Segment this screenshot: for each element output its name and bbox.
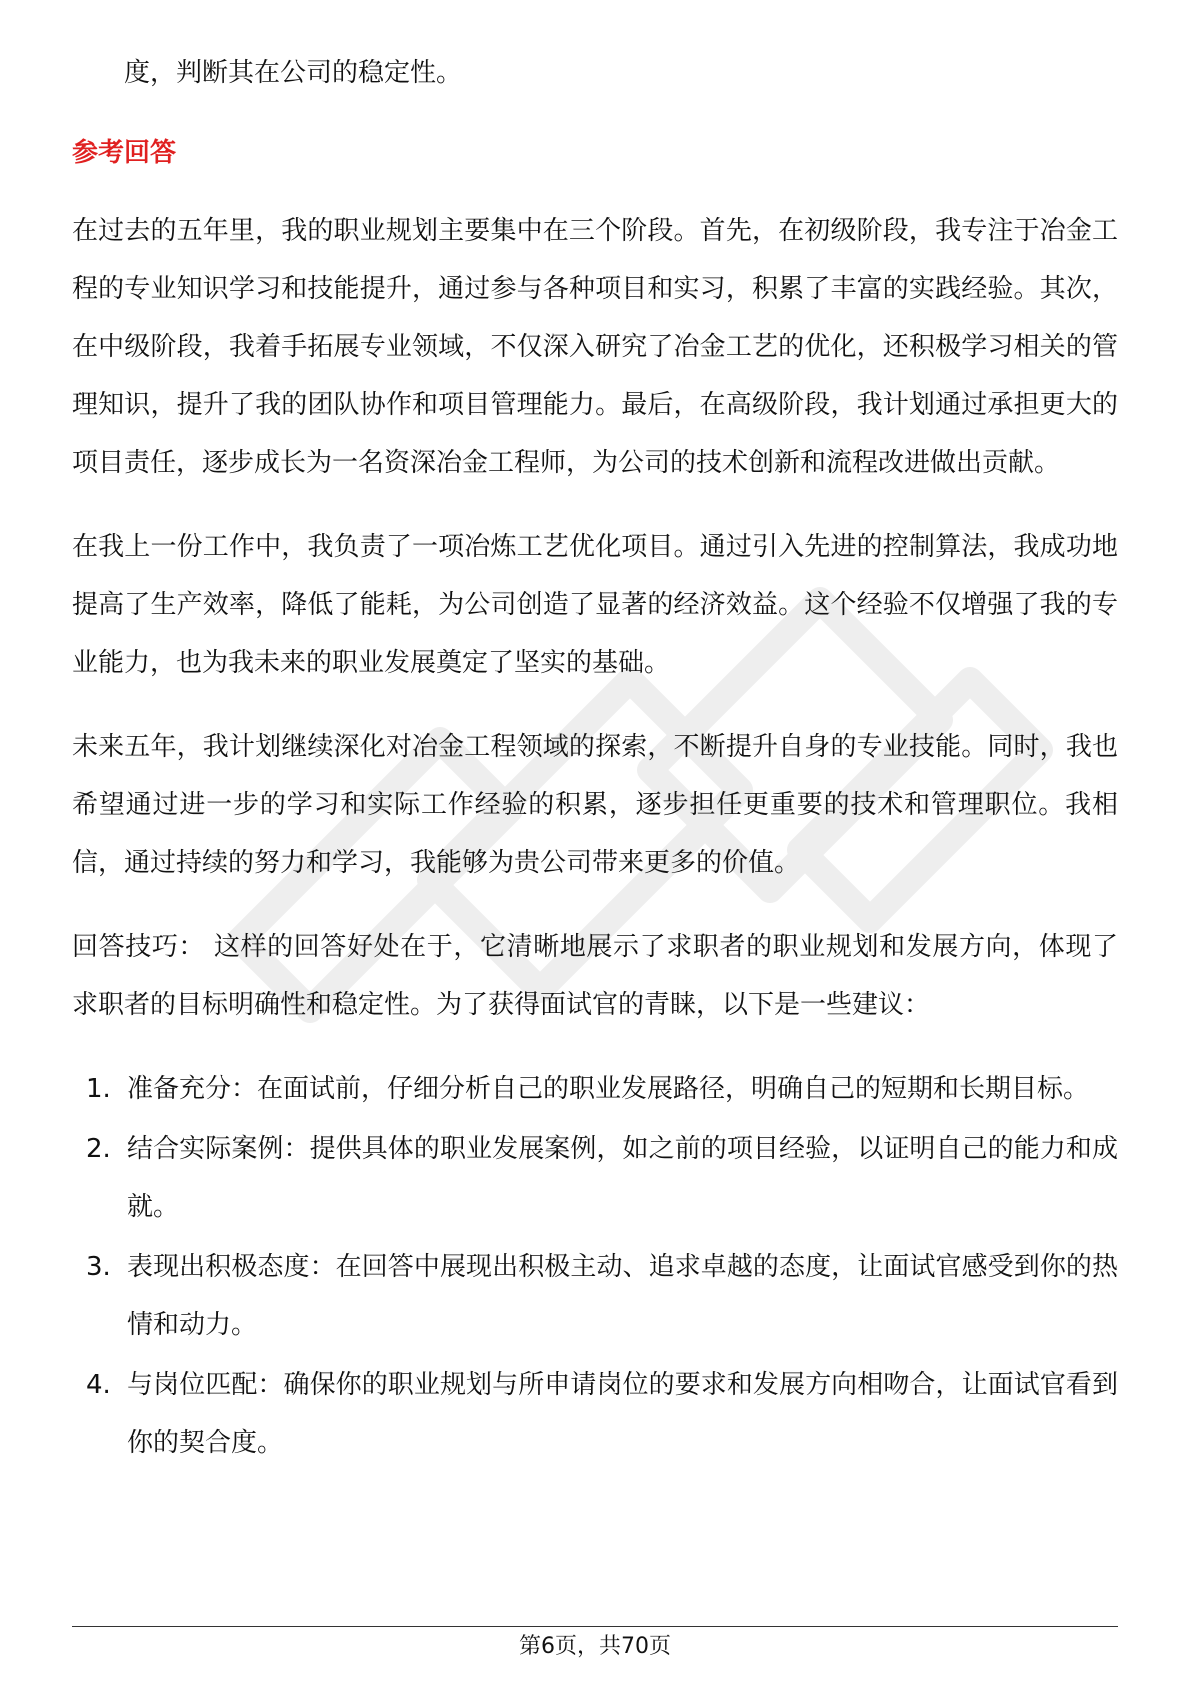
list-item-text: 表现出积极态度：在回答中展现出积极主动、追求卓越的态度，让面试官感受到你的热情和动力。 bbox=[127, 1252, 1118, 1340]
list-item-number: 2. bbox=[86, 1134, 111, 1164]
answer-paragraph-1: 在过去的五年里，我的职业规划主要集中在三个阶段。首先，在初级阶段，我专注于冶金工程的专业知识学习和技能提升，通过参与各种项目和实习，积累了丰富的实践经验。其次，在中级阶段，我着手拓展专业领域，不仅深入研究了冶金工艺的优化，还积极学习相关的管理知识，提升了我的团队协作和项目管理能力。最后，在高级阶段，我计划通过承担更大的项目责任，逐步成长为一名资深冶金工程师，为公司的技术创新和流程改进做出贡献。 bbox=[72, 216, 1118, 478]
section-heading: 参考回答 bbox=[72, 138, 177, 168]
list-item-text: 与岗位匹配：确保你的职业规划与所申请岗位的要求和发展方向相吻合，让面试官看到你的契合度。 bbox=[127, 1370, 1118, 1458]
list-item bbox=[72, 1060, 1118, 1118]
page-number: 第6页，共70页 bbox=[519, 1634, 671, 1659]
list-item-number: 4. bbox=[86, 1370, 111, 1400]
footer-divider bbox=[72, 1626, 1118, 1627]
list-item bbox=[72, 1356, 1118, 1472]
list-item bbox=[72, 1238, 1118, 1354]
list-item-number: 3. bbox=[86, 1252, 111, 1282]
tips-intro-paragraph: 回答技巧： 这样的回答好处在于，它清晰地展示了求职者的职业规划和发展方向，体现了求职者的目标明确性和稳定性。为了获得面试官的青睐，以下是一些建议： bbox=[72, 932, 1118, 1020]
list-item-number: 1. bbox=[86, 1074, 111, 1104]
document-body bbox=[72, 44, 1118, 1474]
continuation-line: 度，判断其在公司的稳定性。 bbox=[124, 58, 463, 88]
list-item-text: 结合实际案例：提供具体的职业发展案例，如之前的项目经验，以证明自己的能力和成就。 bbox=[127, 1134, 1118, 1222]
answer-paragraph-2: 在我上一份工作中，我负责了一项冶炼工艺优化项目。通过引入先进的控制算法，我成功地提高了生产效率，降低了能耗，为公司创造了显著的经济效益。这个经验不仅增强了我的专业能力，也为我未来的职业发展奠定了坚实的基础。 bbox=[72, 532, 1118, 678]
list-item bbox=[72, 1120, 1118, 1236]
list-item-text: 准备充分：在面试前，仔细分析自己的职业发展路径，明确自己的短期和长期目标。 bbox=[127, 1074, 1090, 1104]
tips-list bbox=[72, 1060, 1118, 1472]
answer-paragraph-3: 未来五年，我计划继续深化对冶金工程领域的探索，不断提升自身的专业技能。同时，我也希望通过进一步的学习和实际工作经验的积累，逐步担任更重要的技术和管理职位。我相信，通过持续的努力和学习，我能够为贵公司带来更多的价值。 bbox=[72, 732, 1118, 878]
